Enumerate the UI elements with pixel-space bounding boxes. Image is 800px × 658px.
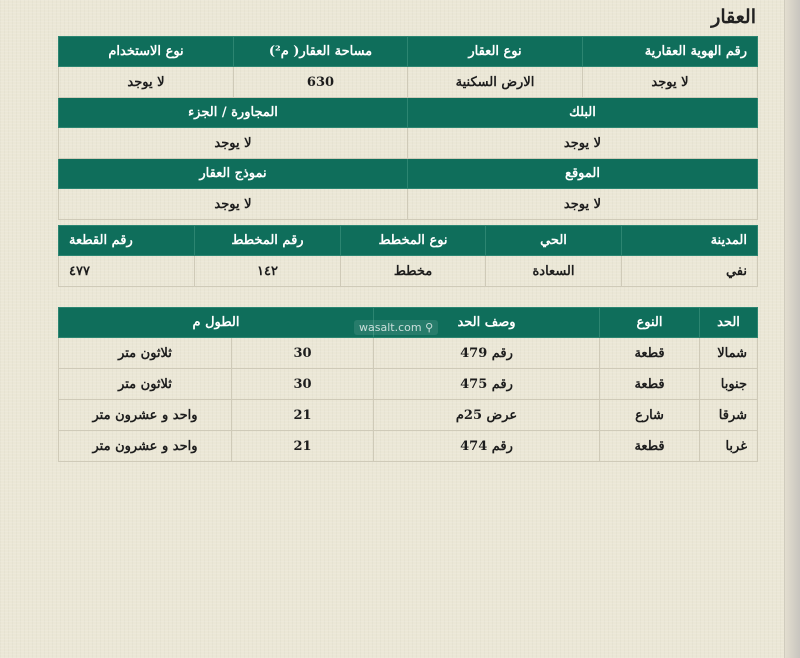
- boundary-length-text: واحد و عشرون متر: [59, 431, 232, 462]
- header-plan-number: رقم المخطط: [195, 226, 341, 256]
- header-boundary-type: النوع: [600, 308, 700, 338]
- value-block: لا يوجد: [408, 128, 758, 159]
- value-plot-number: ٤٧٧: [59, 256, 195, 287]
- section-title: العقار: [711, 6, 756, 28]
- boundary-desc: عرض 25م: [374, 400, 600, 431]
- page-edge: [784, 0, 800, 658]
- table-row: [59, 128, 758, 159]
- property-info-table: [58, 36, 758, 220]
- header-location: الموقع: [408, 159, 758, 189]
- header-plan-type: نوع المخطط: [341, 226, 486, 256]
- header-neighborhood-part: المجاورة / الجزء: [59, 98, 408, 128]
- value-property-model: لا يوجد: [59, 189, 408, 220]
- table-row: [59, 400, 758, 431]
- boundary-desc: رقم 479: [374, 338, 600, 369]
- boundary-length: 30: [232, 338, 374, 369]
- header-city: المدينة: [622, 226, 758, 256]
- boundary-type: قطعة: [600, 431, 700, 462]
- value-location: لا يوجد: [408, 189, 758, 220]
- table-row: [59, 189, 758, 220]
- header-property-id: رقم الهوية العقارية: [583, 37, 758, 67]
- header-property-area: مساحة العقار( م²): [234, 37, 408, 67]
- boundary-type: شارع: [600, 400, 700, 431]
- boundary-type: قطعة: [600, 338, 700, 369]
- table-header-row: [59, 98, 758, 128]
- value-property-area: 630: [234, 67, 408, 98]
- boundary-desc: رقم 475: [374, 369, 600, 400]
- header-boundary-desc: وصف الحد: [374, 308, 600, 338]
- boundary-desc: رقم 474: [374, 431, 600, 462]
- value-property-type: الارض السكنية: [408, 67, 583, 98]
- value-plan-number: ١٤٢: [195, 256, 341, 287]
- header-boundary: الحد: [700, 308, 758, 338]
- boundary-side: غربا: [700, 431, 758, 462]
- plan-info-table: [58, 225, 758, 287]
- boundary-length: 21: [232, 400, 374, 431]
- table-row: [59, 431, 758, 462]
- table-header-row: [59, 37, 758, 67]
- boundary-side: جنوبا: [700, 369, 758, 400]
- header-plot-number: رقم القطعة: [59, 226, 195, 256]
- boundary-length-text: ثلاثون متر: [59, 338, 232, 369]
- header-block: البلك: [408, 98, 758, 128]
- header-property-model: نموذج العقار: [59, 159, 408, 189]
- value-property-id: لا يوجد: [583, 67, 758, 98]
- header-property-type: نوع العقار: [408, 37, 583, 67]
- value-district: السعادة: [486, 256, 622, 287]
- boundary-length: 30: [232, 369, 374, 400]
- value-usage-type: لا يوجد: [59, 67, 234, 98]
- boundary-length-text: ثلاثون متر: [59, 369, 232, 400]
- value-city: نفي: [622, 256, 758, 287]
- boundary-side: شرقا: [700, 400, 758, 431]
- table-row: [59, 67, 758, 98]
- boundary-length-text: واحد و عشرون متر: [59, 400, 232, 431]
- value-neighborhood-part: لا يوجد: [59, 128, 408, 159]
- table-row: [59, 369, 758, 400]
- table-header-row: [59, 159, 758, 189]
- boundary-length: 21: [232, 431, 374, 462]
- table-row: [59, 338, 758, 369]
- table-header-row: [59, 226, 758, 256]
- watermark: wasalt.com ⚲: [354, 320, 438, 335]
- table-row: [59, 256, 758, 287]
- boundary-side: شمالا: [700, 338, 758, 369]
- header-district: الحي: [486, 226, 622, 256]
- header-length: الطول م: [59, 308, 374, 338]
- header-usage-type: نوع الاستخدام: [59, 37, 234, 67]
- boundary-type: قطعة: [600, 369, 700, 400]
- value-plan-type: مخطط: [341, 256, 486, 287]
